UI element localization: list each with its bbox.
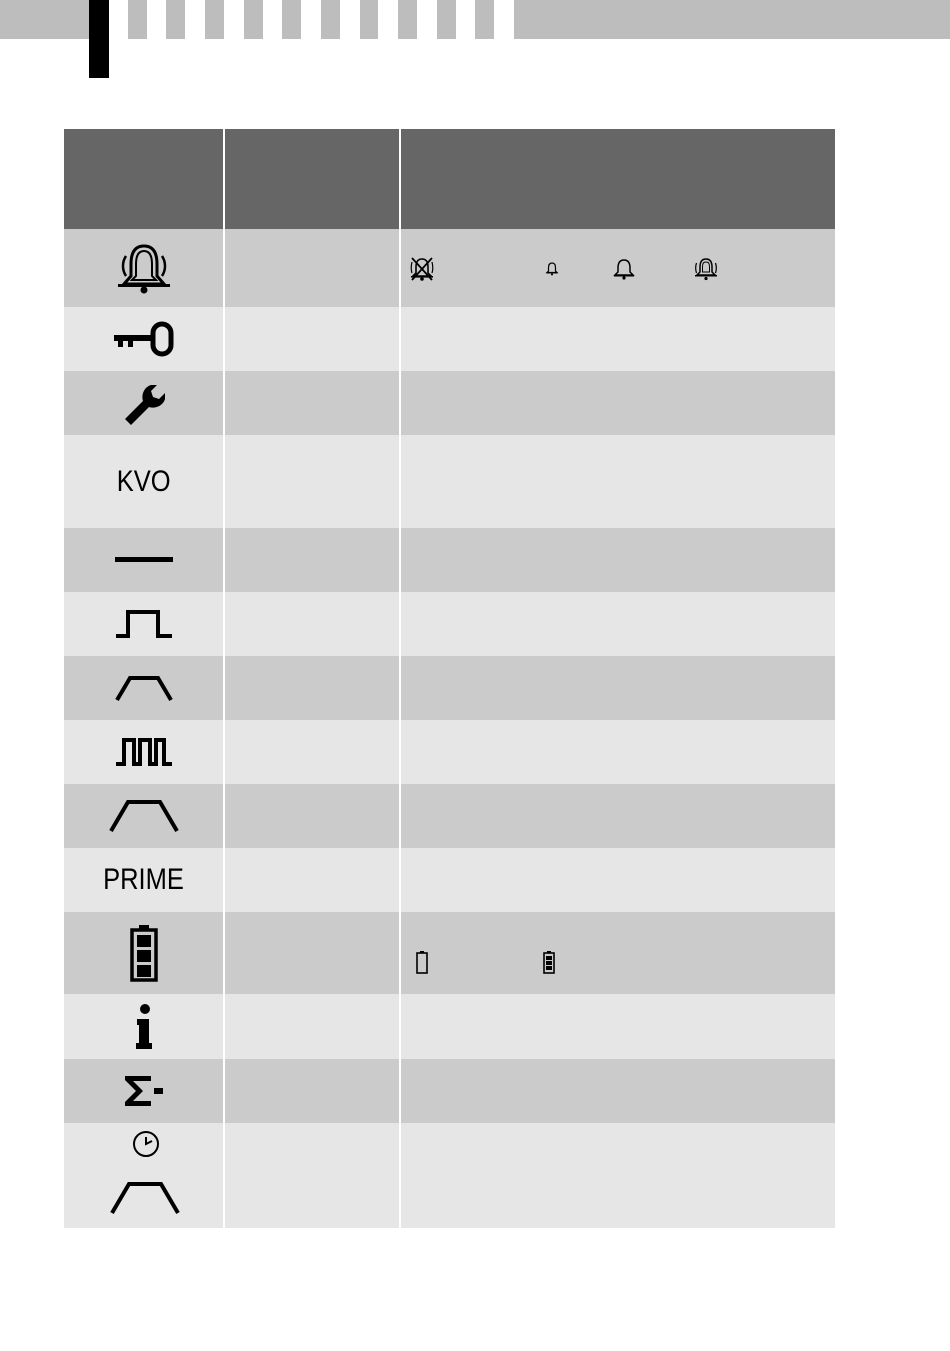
clock-ramp-icon	[64, 1123, 225, 1228]
wrench-icon	[119, 381, 169, 425]
table-row	[64, 1123, 835, 1228]
table-row	[64, 307, 835, 371]
symbol-table	[64, 129, 835, 1228]
alarm-high-icon	[694, 257, 718, 281]
info-icon	[134, 1003, 154, 1051]
table-row	[64, 371, 835, 435]
battery-full-icon	[129, 924, 159, 982]
battery-empty-icon	[415, 950, 429, 974]
table-row	[64, 720, 835, 784]
prime-label: PRIME	[103, 863, 184, 896]
alarm-muted-icon	[409, 256, 435, 282]
ramp-large-icon-2	[109, 1181, 181, 1215]
header-cell-description	[401, 129, 835, 229]
header-cell-symbol	[64, 129, 225, 229]
table-row	[64, 229, 835, 307]
table-row	[64, 994, 835, 1059]
alarm-medium-icon	[612, 258, 636, 280]
table-row	[64, 912, 835, 994]
clock-icon	[131, 1129, 161, 1159]
header-cell-name	[225, 129, 401, 229]
continuous-line-icon	[114, 555, 174, 565]
kvo-label: KVO	[116, 464, 171, 498]
table-row	[64, 592, 835, 656]
table-row	[64, 784, 835, 848]
sigma-total-icon	[123, 1074, 165, 1108]
table-row	[64, 656, 835, 720]
table-row	[64, 1059, 835, 1123]
ramp-small-icon	[114, 674, 174, 702]
pulse-single-icon	[114, 608, 174, 640]
chapter-tab	[89, 0, 109, 78]
table-row	[64, 435, 835, 528]
alarm-bell-icon	[114, 242, 174, 294]
table-row	[64, 848, 835, 912]
battery-full-small-icon	[542, 950, 556, 974]
pulse-multi-icon	[114, 736, 174, 768]
ramp-large-icon	[108, 799, 180, 833]
alarm-low-icon	[545, 262, 559, 276]
key-lock-icon	[112, 321, 176, 357]
table-header	[64, 129, 835, 229]
table-row	[64, 528, 835, 592]
header-stripes	[108, 0, 514, 39]
